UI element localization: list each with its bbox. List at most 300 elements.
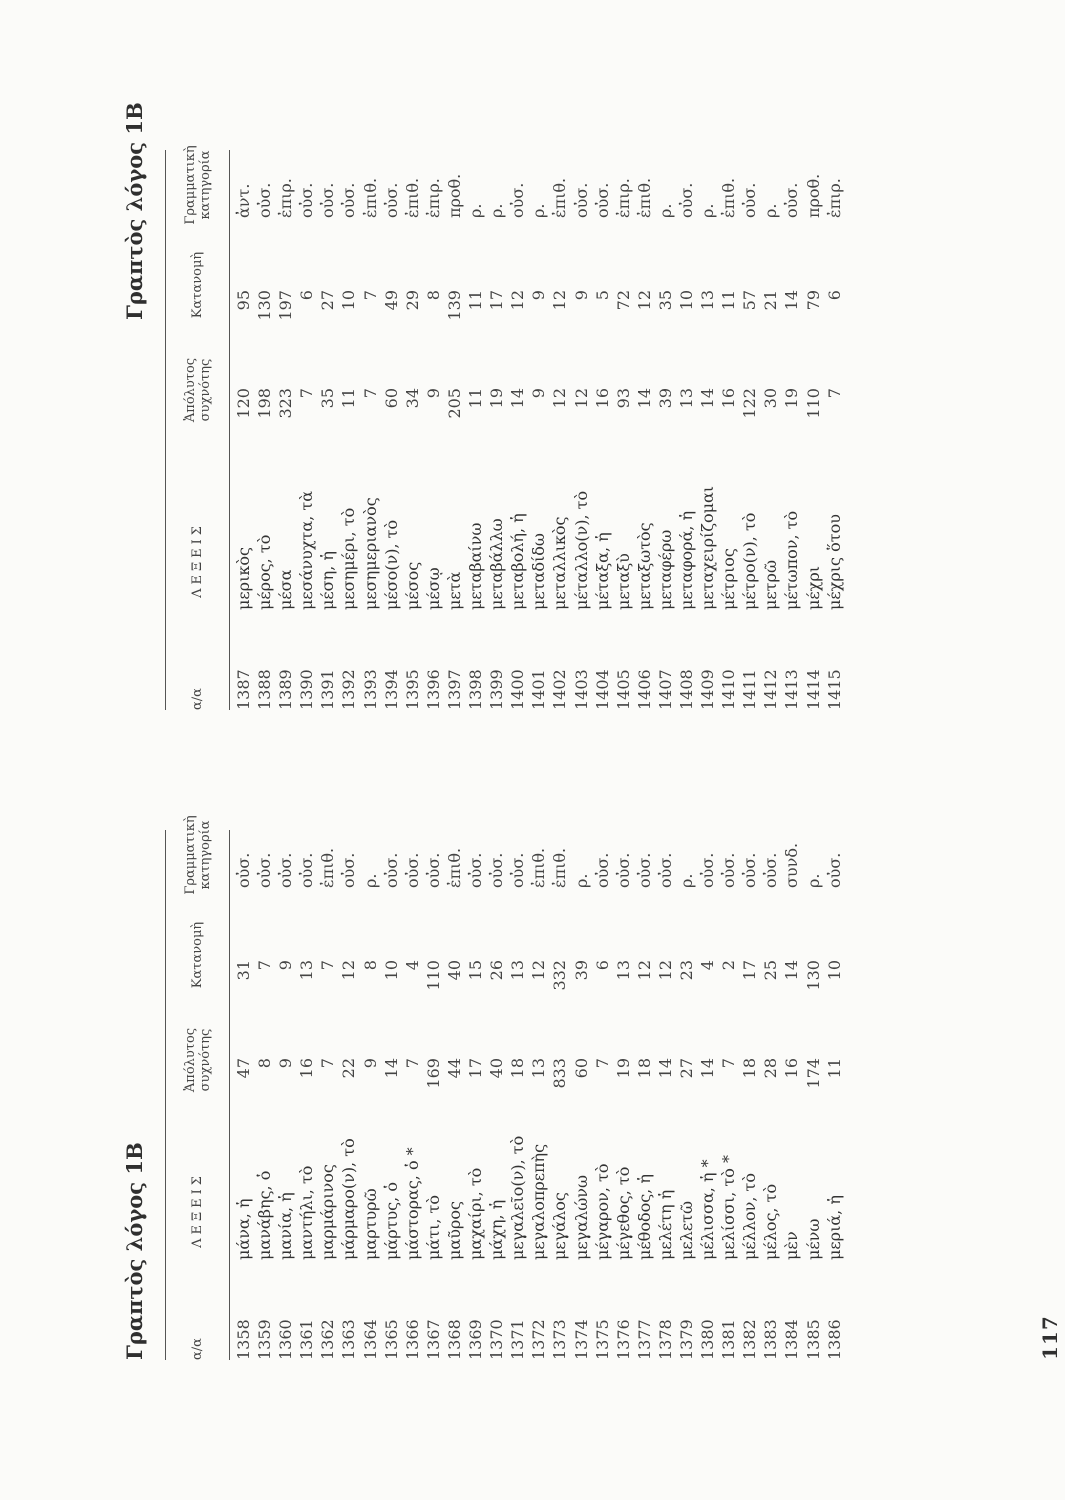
cell-num: 1383 [761,1319,781,1360]
cell-cat: οὐσ. [402,852,422,888]
cell-word: μεγάλος [550,1192,570,1260]
cell-num: 1380 [698,1319,718,1360]
cell-word: μάτι, τὸ [423,1195,443,1260]
table-row [296,830,317,1360]
cell-word: μετὰ [444,571,464,610]
cell-freq: 93 [613,388,633,409]
cell-dist: 15 [466,960,486,981]
table-row [803,150,824,710]
cell-dist: 8 [360,960,380,971]
cell-dist: 17 [740,960,760,981]
table-row [676,150,697,710]
cell-num: 1397 [444,669,464,710]
cell-num: 1387 [234,669,253,710]
cell-dist: 4 [402,960,422,971]
cell-word: μέσος [402,561,422,610]
cell-dist: 10 [381,960,401,981]
cell-cat: οὐσ. [740,852,760,888]
cell-num: 1396 [423,669,443,710]
cell-dist: 110 [423,960,443,991]
table-row [824,830,845,1360]
table-row [486,150,507,710]
cell-num: 1385 [803,1319,823,1360]
cell-dist: 13 [297,960,317,981]
cell-freq: 34 [402,388,422,409]
cell-word: μελέτη ἡ [655,1189,675,1260]
cell-cat: ἐπιθ. [402,177,422,218]
cell-word: μανία, ἡ [276,1192,296,1260]
header-right: Γραπτὸς λόγος 1Β [122,102,147,320]
cell-freq: 8 [255,1058,275,1069]
cell-freq: 11 [339,388,359,409]
cell-word: μέταλλο(ν), τὸ [571,490,591,610]
cell-freq: 14 [508,388,528,409]
table-right [165,145,855,710]
cell-cat: οὐσ. [255,852,275,888]
cell-cat: ἐπιθ. [444,847,464,888]
cell-freq: 17 [466,1058,486,1079]
cell-num: 1371 [508,1319,528,1360]
cell-word: μάστορας, ὁ * [402,1147,422,1260]
cell-cat: οὐσ. [592,182,612,218]
table-row [781,150,802,710]
cell-freq: 9 [276,1058,296,1069]
cell-cat: οὐσ. [761,852,781,888]
cell-freq: 7 [719,1058,739,1069]
cell-num: 1407 [655,669,675,710]
cell-freq: 39 [655,388,675,409]
table-row [613,830,634,1360]
cell-num: 1406 [634,669,654,710]
cell-cat: ἐπιθ. [550,847,570,888]
cell-cat: ἐπιρ. [613,178,633,218]
cell-word: μεγαλοπρεπὴς [529,1143,549,1260]
cell-cat: οὐσ. [676,182,696,218]
cell-freq: 16 [592,388,612,409]
cell-word: μέλλον, τὸ [740,1173,760,1260]
cell-dist: 49 [381,290,401,311]
table-row [549,150,570,710]
cell-freq: 47 [234,1058,253,1079]
table-row [592,150,613,710]
table-row [465,150,486,710]
table-row [655,150,676,710]
cell-word: μελίσσι, τὸ * [719,1155,739,1260]
cell-freq: 16 [297,1058,317,1079]
cell-freq: 27 [676,1058,696,1079]
cell-freq: 7 [592,1058,612,1069]
cell-word: μεσημέρι, τὸ [339,507,359,610]
table-row [549,830,570,1360]
cell-dist: 11 [719,290,739,311]
table-row [739,830,760,1360]
cell-cat: οὐσ. [381,182,401,218]
page-number: 117 [1038,1315,1062,1360]
cell-word: μεταβολή, ἡ [508,513,528,610]
cell-cat: ρ. [698,203,718,218]
cell-num: 1382 [740,1319,760,1360]
cell-dist: 79 [803,290,823,311]
cell-dist: 6 [297,290,317,301]
cell-cat: ρ. [761,203,781,218]
cell-word: μέταξα, ἡ [592,532,612,610]
cell-num: 1366 [402,1319,422,1360]
table-row [254,150,275,710]
cell-cat: οὐσ. [423,852,443,888]
cell-dist: 57 [740,290,760,311]
col-header-word: ΛΕΞΕΙΣ [190,522,205,598]
table-row [381,150,402,710]
cell-freq: 11 [466,388,486,409]
cell-freq: 30 [761,388,781,409]
cell-word: μεριά, ἡ [824,1195,844,1260]
cell-num: 1376 [613,1319,633,1360]
cell-word: μεταλλικὸς [550,516,570,610]
cell-dist: 25 [761,960,781,981]
cell-word: μέγαρον, τὸ [592,1163,612,1260]
table-right-body [233,150,845,710]
cell-word: μαρτυρῶ [360,1188,380,1260]
cell-cat: συνδ. [782,842,802,888]
cell-num: 1359 [255,1319,275,1360]
table-row [275,150,296,710]
table-row [760,150,781,710]
cell-num: 1388 [255,669,275,710]
cell-cat: οὐσ. [297,852,317,888]
cell-freq: 14 [655,1058,675,1079]
cell-cat: οὐσ. [318,182,338,218]
cell-dist: 197 [276,290,296,321]
cell-num: 1367 [423,1319,443,1360]
cell-cat: οὐσ. [592,852,612,888]
cell-cat: οὐσ. [339,852,359,888]
cell-cat: ρ. [466,203,486,218]
cell-freq: 35 [318,388,338,409]
cell-num: 1370 [487,1319,507,1360]
cell-word: μεταδίδω [529,533,549,610]
cell-dist: 39 [571,960,591,981]
cell-freq: 833 [550,1058,570,1089]
table-row [296,150,317,710]
cell-num: 1358 [234,1319,253,1360]
cell-num: 1365 [381,1319,401,1360]
cell-word: μάρτυς, ὁ [381,1182,401,1260]
cell-cat: ἐπιρ. [824,178,844,218]
cell-word: μέθοδος, ἡ [634,1174,654,1260]
cell-cat: ἐπιθ. [318,847,338,888]
table-row [423,830,444,1360]
cell-freq: 22 [339,1058,359,1079]
cell-num: 1379 [676,1319,696,1360]
cell-word: μεταχειρίζομαι [698,485,718,610]
table-row [655,830,676,1360]
cell-dist: 11 [466,290,486,311]
col-header-dist: Κατανομὴ [190,921,205,989]
cell-num: 1360 [276,1319,296,1360]
cell-num: 1412 [761,669,781,710]
cell-word: μάρμαρο(ν), τὸ [339,1138,359,1260]
cell-cat: οὐσ. [824,852,844,888]
table-row [338,150,359,710]
cell-cat: ρ. [655,203,675,218]
cell-num: 1402 [550,669,570,710]
cell-cat: ρ. [803,873,823,888]
cell-num: 1394 [381,669,401,710]
cell-dist: 21 [761,290,781,311]
cell-num: 1400 [508,669,528,710]
cell-word: μέγεθος, τὸ [613,1166,633,1260]
cell-num: 1411 [740,669,760,710]
table-left-header [165,815,230,1360]
cell-freq: 60 [571,1058,591,1079]
col-header-dist: Κατανομὴ [190,251,205,319]
table-row [760,830,781,1360]
cell-dist: 9 [276,960,296,971]
cell-freq: 7 [297,388,317,399]
cell-dist: 332 [550,960,570,991]
table-row [697,150,718,710]
cell-freq: 120 [234,388,253,419]
table-row [634,830,655,1360]
cell-freq: 13 [529,1058,549,1079]
cell-cat: ἐπιρ. [276,178,296,218]
cell-word: μέλισσα, ἡ * [698,1159,718,1260]
cell-word: μεγαλώνω [571,1174,591,1260]
cell-num: 1409 [698,669,718,710]
cell-num: 1408 [676,669,696,710]
cell-dist: 72 [613,290,633,311]
cell-cat: προθ. [444,173,464,218]
table-row [402,150,423,710]
cell-num: 1378 [655,1319,675,1360]
cell-dist: 130 [803,960,823,991]
col-header-num: α/α [190,1338,205,1360]
cell-cat: οὐσ. [634,852,654,888]
col-header-cat: Γραμματικὴ κατηγορία [182,815,213,895]
cell-cat: οὐσ. [487,852,507,888]
cell-num: 1390 [297,669,317,710]
cell-freq: 18 [508,1058,528,1079]
cell-word: μέσῳ [423,567,443,610]
table-left [165,815,855,1360]
table-row [423,150,444,710]
cell-num: 1361 [297,1319,317,1360]
cell-freq: 122 [740,388,760,419]
cell-cat: οὐσ. [740,182,760,218]
table-row [676,830,697,1360]
cell-dist: 6 [824,290,844,301]
cell-word: μαρμάρινος [318,1164,338,1260]
cell-num: 1399 [487,669,507,710]
cell-cat: οὐσ. [297,182,317,218]
table-row [233,830,254,1360]
cell-num: 1403 [571,669,591,710]
cell-dist: 29 [402,290,422,311]
cell-word: μεταφορά, ἡ [676,510,696,610]
cell-freq: 198 [255,388,275,419]
col-header-cat: Γραμματικὴ κατηγορία [182,145,213,225]
cell-dist: 13 [613,960,633,981]
cell-cat: ἀντ. [234,183,253,218]
cell-dist: 12 [634,960,654,981]
cell-num: 1362 [318,1319,338,1360]
cell-word: μέτρο(ν), τὸ [740,512,760,610]
table-row [444,830,465,1360]
cell-freq: 16 [719,388,739,409]
cell-dist: 130 [255,290,275,321]
table-row [486,830,507,1360]
cell-word: μαντήλι, τὸ [297,1165,317,1260]
cell-cat: ρ. [676,873,696,888]
cell-word: μαχαίρι, τὸ [466,1167,486,1260]
table-row [824,150,845,710]
table-row [360,150,381,710]
table-row [697,830,718,1360]
cell-dist: 7 [360,290,380,301]
table-row [613,150,634,710]
cell-freq: 40 [487,1058,507,1079]
cell-dist: 10 [824,960,844,981]
table-row [803,830,824,1360]
cell-cat: οὐσ. [782,182,802,218]
cell-freq: 19 [487,388,507,409]
cell-num: 1384 [782,1319,802,1360]
cell-dist: 2 [719,960,739,971]
cell-cat: οὐσ. [255,182,275,218]
table-row [634,150,655,710]
cell-freq: 7 [402,1058,422,1069]
cell-word: μεγαλεῖο(ν), τὸ [508,1135,528,1260]
cell-freq: 7 [360,388,380,399]
cell-dist: 40 [444,960,464,981]
cell-freq: 7 [824,388,844,399]
cell-cat: οὐσ. [719,852,739,888]
cell-word: μὲν [782,1231,802,1260]
cell-dist: 23 [676,960,696,981]
table-row [571,150,592,710]
cell-dist: 13 [698,290,718,311]
cell-num: 1369 [466,1319,486,1360]
cell-freq: 19 [613,1058,633,1079]
cell-num: 1363 [339,1319,359,1360]
cell-cat: ρ. [571,873,591,888]
cell-num: 1414 [803,669,823,710]
cell-freq: 18 [634,1058,654,1079]
cell-cat: οὐσ. [508,852,528,888]
cell-num: 1405 [613,669,633,710]
cell-dist: 14 [782,960,802,981]
cell-cat: οὐσ. [508,182,528,218]
cell-dist: 12 [655,960,675,981]
cell-word: μέσο(ν), τὸ [381,519,401,610]
cell-freq: 19 [782,388,802,409]
cell-num: 1391 [318,669,338,710]
cell-num: 1413 [782,669,802,710]
table-row [402,830,423,1360]
table-row [381,830,402,1360]
table-row [275,830,296,1360]
cell-dist: 6 [592,960,612,971]
cell-num: 1381 [719,1319,739,1360]
cell-dist: 35 [655,290,675,311]
cell-dist: 5 [592,290,612,301]
cell-num: 1372 [529,1319,549,1360]
table-row [507,150,528,710]
cell-dist: 12 [339,960,359,981]
cell-num: 1364 [360,1319,380,1360]
table-row [528,830,549,1360]
cell-dist: 139 [444,290,464,321]
cell-freq: 13 [676,388,696,409]
cell-word: μανάβης, ὁ [255,1170,275,1260]
cell-freq: 14 [634,388,654,409]
cell-word: μεσημεριανὸς [360,497,380,610]
cell-cat: ἐπιρ. [423,178,443,218]
cell-num: 1392 [339,669,359,710]
cell-num: 1401 [529,669,549,710]
table-row [592,830,613,1360]
table-right-header [165,145,230,710]
cell-word: μένω [803,1218,823,1260]
cell-word: μάνα, ἡ [234,1198,253,1260]
table-row [781,830,802,1360]
table-row [465,830,486,1360]
cell-freq: 12 [571,388,591,409]
cell-word: μετρῶ [761,560,781,610]
cell-num: 1386 [824,1319,844,1360]
cell-freq: 14 [381,1058,401,1079]
cell-num: 1374 [571,1319,591,1360]
cell-dist: 12 [550,290,570,311]
cell-word: μεταξωτὸς [634,522,654,610]
cell-cat: οὐσ. [234,852,253,888]
cell-cat: ρ. [487,203,507,218]
cell-freq: 16 [782,1058,802,1079]
cell-cat: ἐπιθ. [634,177,654,218]
cell-dist: 7 [255,960,275,971]
cell-cat: οὐσ. [571,182,591,218]
table-row [233,150,254,710]
col-header-freq: Ἀπόλυτος συχνότης [182,1027,213,1093]
cell-freq: 14 [698,1058,718,1079]
cell-dist: 12 [529,960,549,981]
cell-cat: οὐσ. [613,852,633,888]
header-left: Γραπτὸς λόγος 1Β [122,1142,147,1360]
table-row [571,830,592,1360]
cell-freq: 11 [824,1058,844,1079]
col-header-freq: Ἀπόλυτος συχνότης [182,357,213,423]
cell-num: 1398 [466,669,486,710]
cell-cat: ἐπιθ. [529,847,549,888]
cell-word: μεταξὺ [613,553,633,610]
cell-dist: 95 [234,290,253,311]
cell-word: μέσα [276,569,296,610]
cell-word: μελετῶ [676,1200,696,1260]
col-header-word: ΛΕΞΕΙΣ [190,1172,205,1248]
cell-freq: 7 [318,1058,338,1069]
cell-num: 1415 [824,669,844,710]
cell-word: μεταβάλλω [487,518,507,610]
cell-word: μεταβαίνω [466,522,486,610]
cell-cat: οὐσ. [698,852,718,888]
table-left-body [233,830,845,1360]
cell-num: 1368 [444,1319,464,1360]
table-row [528,150,549,710]
cell-word: μαῦρος [444,1201,464,1260]
cell-freq: 174 [803,1058,823,1089]
cell-num: 1377 [634,1319,654,1360]
cell-freq: 110 [803,388,823,419]
